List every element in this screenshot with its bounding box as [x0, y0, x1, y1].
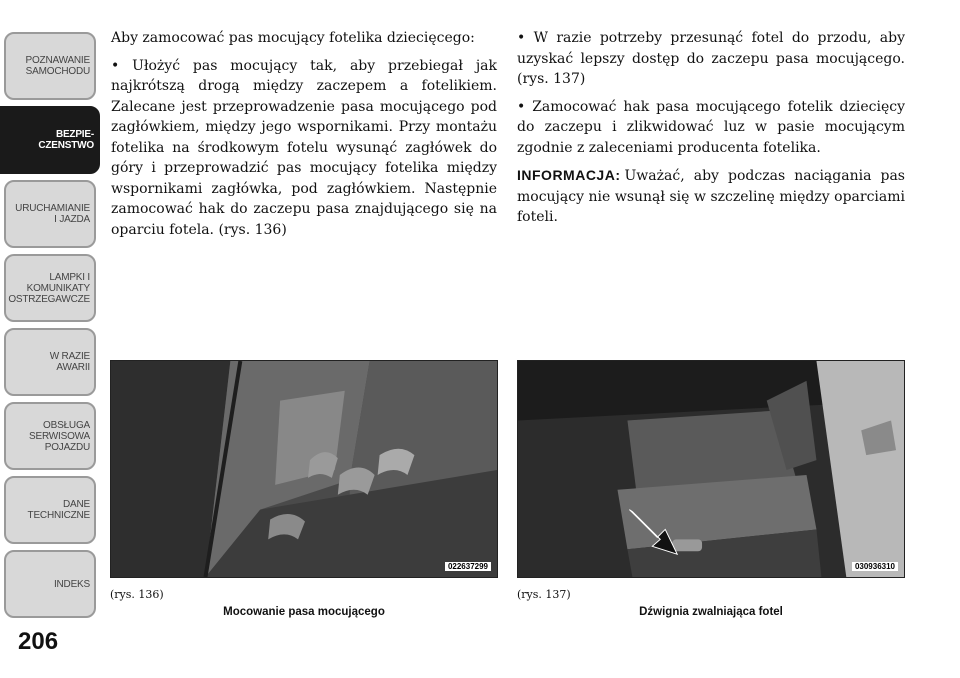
- figure-reference: (rys. 136): [110, 588, 164, 601]
- instruction-paragraph-2: • Zamocować hak pasa mocującego fotelik dziecięcy do zaczepu i zlikwidować luz w pasie mocującym zgodnie z zaleceniami producenta fotelika.: [517, 98, 905, 156]
- figure-caption: Mocowanie pasa mocującego: [223, 606, 385, 618]
- instruction-paragraph: • Ułożyć pas mocujący tak, aby przebiegał jak najkrótszą drogą między zaczepem a fotelikiem. Zalecane jest przeprowadzenie pasa mocującego pod zagłówkiem, między jego wspornikami. Przy montażu fotelika na środkowym fotelu wysunąć zagłówek do góry i przeprowadzić pas mocujący fotelika między wspornikami zagłówka, pod zagłówkiem. Następnie zamocować hak do zaczepu pasa znajdującego się na oparciu fotela. (rys. 136): [111, 57, 497, 238]
- left-text-column: [111, 28, 497, 247]
- instruction-heading: Aby zamocować pas mocujący fotelika dziecięcego:: [111, 30, 475, 46]
- tab-poznawanie-samochodu[interactable]: POZNAWANIE SAMOCHODU: [4, 32, 96, 100]
- tab-w-razie-awarii[interactable]: W RAZIE AWARII: [4, 328, 96, 396]
- tab-lampki-i-komunikaty[interactable]: LAMPKI I KOMUNIKATY OSTRZEGAWCZE: [4, 254, 96, 322]
- info-label: INFORMACJA:: [517, 167, 621, 183]
- tab-indeks[interactable]: INDEKS: [4, 550, 96, 618]
- instruction-paragraph-1: • W razie potrzeby przesunąć fotel do przodu, aby uzyskać lepszy dostęp do zaczepu pasa mocującego. (rys. 137): [517, 30, 905, 87]
- info-text: Uważać, aby podczas naciągania pas mocujący nie wsunął się w szczelinę między oparciami foteli.: [517, 168, 905, 225]
- figure-code: 022637299: [445, 562, 491, 571]
- figure-seat-release-lever-photo: [517, 360, 905, 578]
- figure-code: 030936310: [852, 562, 898, 571]
- tab-obsluga-serwisowa[interactable]: OBSŁUGA SERWISOWA POJAZDU: [4, 402, 96, 470]
- info-note: [517, 165, 905, 228]
- rear-seat-lever-illustration: [518, 361, 904, 577]
- figure-reference: (rys. 137): [517, 588, 571, 601]
- figure-tether-anchorage-photo: [110, 360, 498, 578]
- tab-uruchamianie-i-jazda[interactable]: URUCHAMIANIE I JAZDA: [4, 180, 96, 248]
- tab-bezpieczenstwo[interactable]: BEZPIE- CZENSTWO: [0, 106, 100, 174]
- seat-back-anchor-illustration: [111, 361, 497, 577]
- chapter-sidebar: [0, 0, 100, 678]
- tab-dane-techniczne[interactable]: DANE TECHNICZNE: [4, 476, 96, 544]
- figure-caption: Dźwignia zwalniająca fotel: [639, 606, 783, 618]
- right-text-column: [517, 28, 905, 235]
- page-number: 206: [18, 628, 59, 655]
